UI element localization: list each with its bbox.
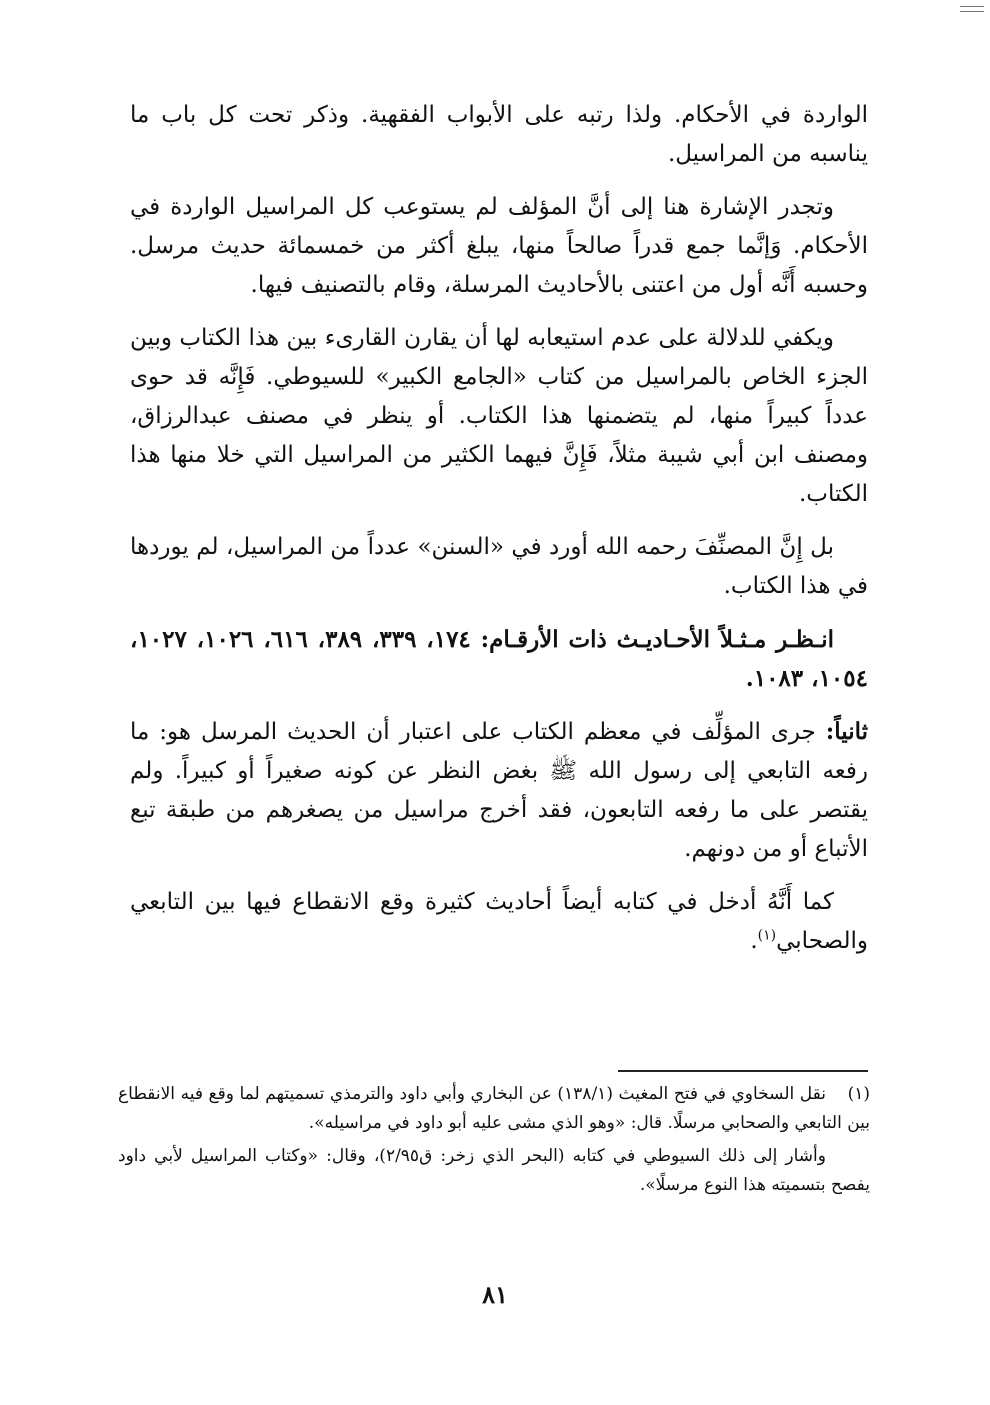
corner-mark bbox=[960, 6, 984, 12]
footnote-reference: (١) bbox=[757, 927, 777, 944]
paragraph-6-text: جرى المؤلِّف في معظم الكتاب على اعتبار أن الحديث المرسل هو: ما رفعه التابعي إلى رسول الله ﷺ بغض النظر عن كونه صغيراً أو كبيراً. ولم يقتصر على ما رفعه التابعون، فقد أخرج مراسيل من يصغرهم من طبقة تبع الأتباع أو من دونهم. bbox=[130, 719, 868, 862]
footnote-2-text: وأشار إلى ذلك السيوطي في كتابه (البحر الذي زخر: ق٢/٩٥)، وقال: «وكتاب المراسيل لأبي داود يفصح بتسميته هذا النوع مرسلًا». bbox=[118, 1146, 870, 1195]
footnote-1-continued bbox=[118, 1142, 870, 1200]
paragraph-7-text: كما أَنَّهُ أدخل في كتابه أيضاً أحاديث كثيرة وقع الانقطاع فيها بين التابعي والصحابي bbox=[130, 889, 868, 954]
footnotes bbox=[118, 1080, 870, 1204]
paragraph-6 bbox=[130, 712, 868, 869]
footnote-separator bbox=[618, 1070, 868, 1072]
paragraph-1: الواردة في الأحكام. ولذا رتبه على الأبواب الفقهية. وذكر تحت كل باب ما يناسبه من المراسيل. bbox=[130, 102, 868, 167]
page-number: ٨١ bbox=[482, 1280, 508, 1309]
paragraph-7 bbox=[130, 883, 868, 961]
paragraph-2: وتجدر الإشارة هنا إلى أنَّ المؤلف لم يستوعب كل المراسيل الواردة في الأحكام. وَإنَّما جمع قدراً صالحاً منها، يبلغ أكثر من خمسمائة حديث مرسل. وحسبه أَنَّه أول من اعتنى بالأحاديث المرسلة، وقام بالتصنيف فيها. bbox=[130, 194, 868, 298]
paragraph-4: بل إِنَّ المصنِّفَ رحمه الله أورد في «السنن» عدداً من المراسيل، لم يوردها في هذا الكتاب. bbox=[130, 534, 868, 599]
paragraph-3: ويكفي للدلالة على عدم استيعابه لها أن يقارن القارىء بين هذا الكتاب وبين الجزء الخاص بالمراسيل من كتاب «الجامع الكبير» للسيوطي. فَإِنَّه قد حوى عدداً كبيراً منها، لم يتضمنها هذا الكتاب. أو ينظر في مصنف عبدالرزاق، ومصنف ابن أبي شيبة مثلاً، فَإِنَّ فيهما الكثير من المراسيل التي خلا منها هذا الكتاب. bbox=[130, 325, 868, 507]
main-text bbox=[130, 96, 868, 975]
footnote-1-text: نقل السخاوي في فتح المغيث (١٣٨/١) عن البخاري وأبي داود والترمذي تسميتهم لما وقع فيه الانقطاع بين التابعي والصحابي مرسلًا. قال: «وهو الذي مشى عليه أبو داود في مراسيله». bbox=[118, 1084, 870, 1133]
paragraph-6-lead: ثانياً: bbox=[825, 718, 868, 745]
footnote-1 bbox=[118, 1080, 870, 1138]
paragraph-5-hadith-numbers: انـظـر مـثـلاً الأحـاديـث ذات الأرقـام: ١٧٤، ٣٣٩، ٣٨٩، ٦١٦، ١٠٢٦، ١٠٢٧، ١٠٥٤، ١٠٨٣. bbox=[130, 626, 868, 692]
paragraph-7-end: . bbox=[750, 928, 758, 954]
footnote-number: (١) bbox=[847, 1084, 870, 1104]
